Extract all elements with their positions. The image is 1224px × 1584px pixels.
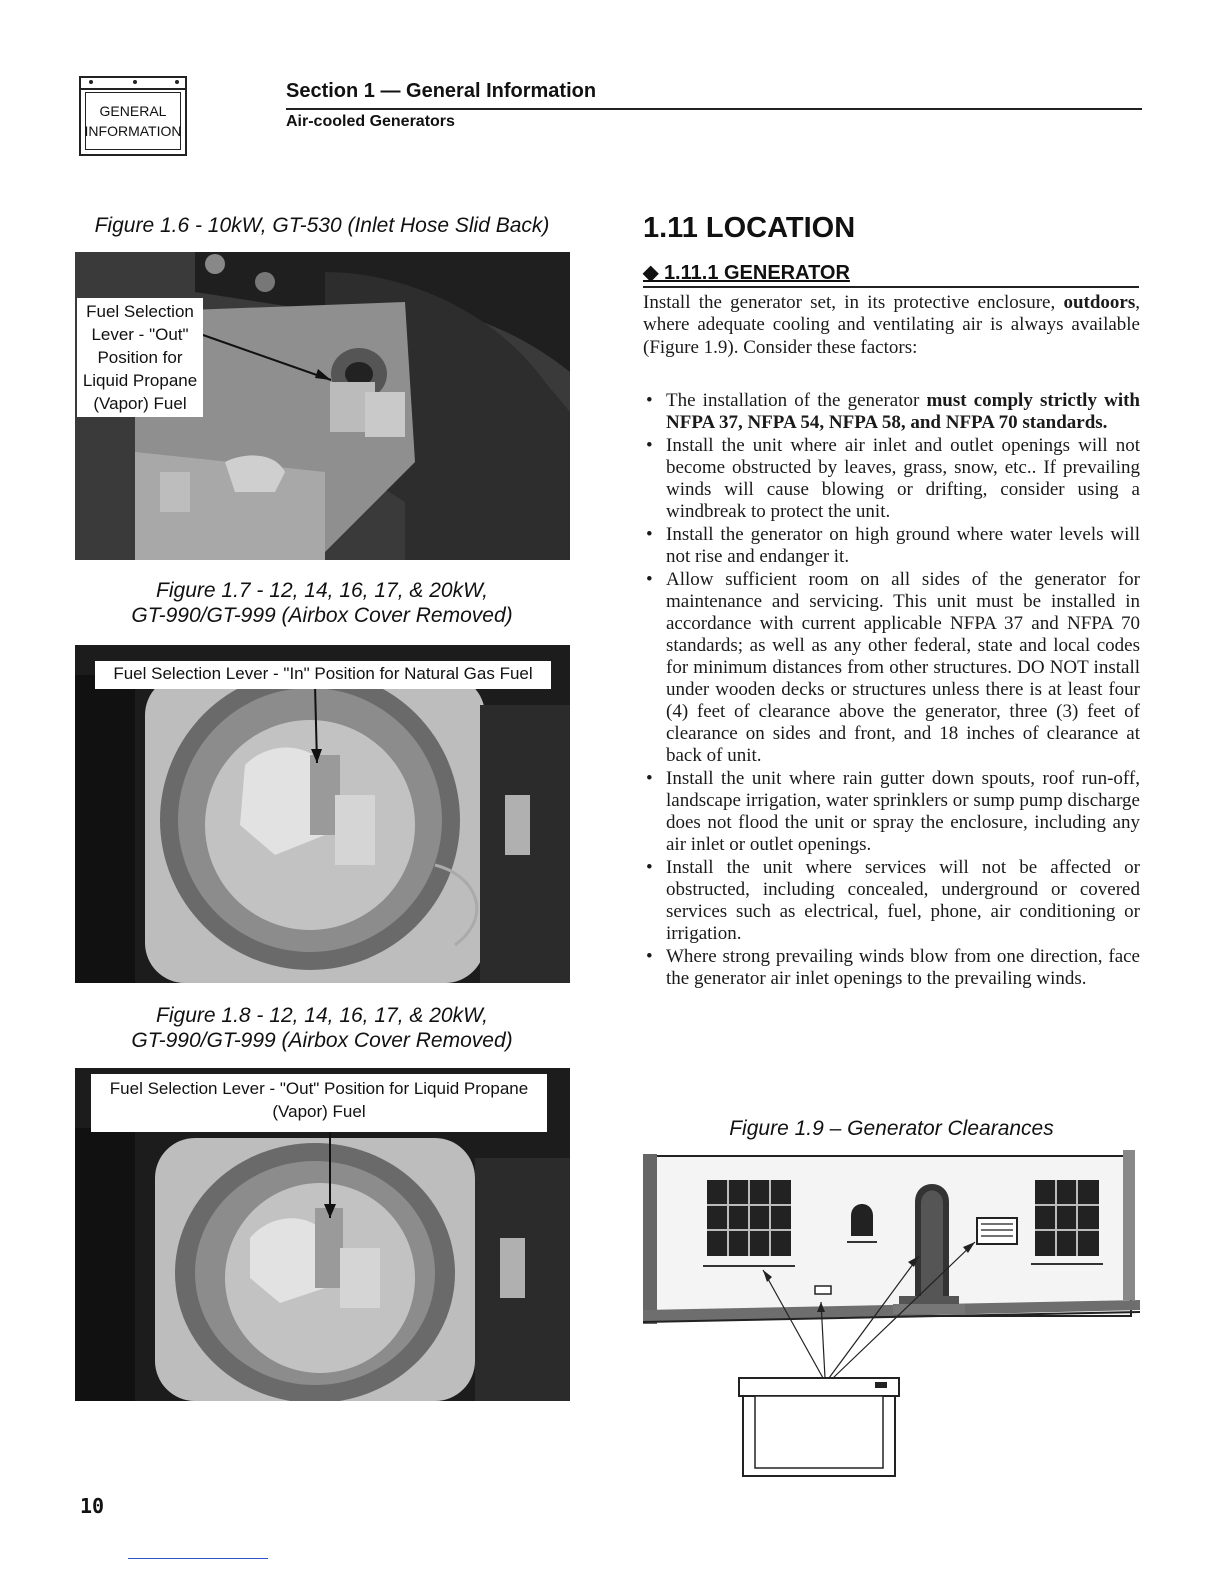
header-rule [286, 108, 1142, 110]
tab-label-line1: GENERAL [99, 103, 167, 119]
figure-1-7-photo [75, 645, 570, 983]
caption-line: GT-990/GT-999 (Airbox Cover Removed) [131, 604, 513, 627]
figure-1-6-callout [77, 298, 203, 417]
callout-line: (Vapor) Fuel [93, 394, 187, 413]
intro-text: , where adequate cooling and ventilating air is always available (Figure 1.9). Consider these factors: [643, 292, 1140, 358]
subsection-heading-generator: ◆ 1.11.1 GENERATOR [643, 262, 850, 284]
figure-1-6-caption: Figure 1.6 - 10kW, GT-530 (Inlet Hose Slid Back) [94, 214, 550, 237]
caption-line: Figure 1.7 - 12, 14, 16, 17, & 20kW, [156, 579, 488, 602]
intro-bold: outdoors [1063, 292, 1136, 313]
intro-text: Install the generator set, in its protective enclosure, [643, 292, 1064, 313]
figure-1-7-callout: Fuel Selection Lever - "In" Position for Natural Gas Fuel [95, 661, 551, 689]
page-number: 10 [80, 1494, 105, 1518]
figure-1-7-caption [74, 578, 570, 628]
callout-line: Position for [97, 348, 183, 367]
airbox-photo-illustration [75, 645, 570, 983]
list-item-text: The installation of the generator [666, 390, 927, 411]
section-subtitle: Air-cooled Generators [286, 113, 455, 130]
list-item: • Install the generator on high ground where water levels will not rise and endanger it. [643, 524, 1140, 568]
tab-label-line2: INFORMATION [84, 123, 182, 139]
list-item: • Install the unit where rain gutter down spouts, roof run-off, landscape irrigation, water sprinklers or sump pump discharge does not flood the unit or spray the enclosure, including any air inlet or outlet openings. [643, 768, 1140, 856]
list-item: • Where strong prevailing winds blow from one direction, face the generator air inlet openings to the prevailing winds. [643, 946, 1140, 990]
figure-1-9-diagram [643, 1150, 1140, 1480]
figure-1-9-caption: Figure 1.9 – Generator Clearances [729, 1117, 1054, 1140]
tab-label [85, 92, 181, 150]
figure-1-8-photo [75, 1068, 570, 1401]
list-item: • Install the unit where services will not be affected or obstructed, including concealed, underground or covered services such as electrical, fuel, phone, air conditioning or irrigation. [643, 857, 1140, 945]
figure-1-8-callout [91, 1074, 547, 1132]
list-item: • Allow sufficient room on all sides of the generator for maintenance and servicing. This unit must be installed in accordance with current applicable NFPA 37 and NFPA 70 standards; as well as any other federal, state and local codes for minimum distances from other structures. DO NOT install under wooden decks or structures unless there is at least four (4) feet of clearance above the generator, three (3) feet of clearance on sides and front, and 18 inches of clearance at back of unit. [643, 569, 1140, 767]
subsection-heading-rule [643, 260, 1139, 288]
section-heading-location: 1.11 LOCATION [643, 212, 856, 244]
location-intro-paragraph [643, 292, 1140, 359]
figure-1-8-caption [74, 1003, 570, 1053]
callout-line: Fuel Selection [86, 302, 194, 321]
callout-line: (Vapor) Fuel [272, 1102, 366, 1121]
list-item: • Install the unit where air inlet and outlet openings will not become obstructed by leaves, grass, snow, etc.. If prevailing winds will cause blowing or drifting, consider using a windbreak to protect the unit. [643, 435, 1140, 523]
list-item [643, 390, 1140, 434]
generator-clearance-illustration [643, 1150, 1140, 1480]
caption-line: GT-990/GT-999 (Airbox Cover Removed) [131, 1029, 513, 1052]
list-item-bold: must comply strictly with NFPA 37, NFPA 54, NFPA 58, and NFPA 70 standards. [666, 390, 1140, 433]
callout-line: Fuel Selection Lever - "Out" Position for Liquid Propane [109, 1079, 529, 1098]
section-tab-box [79, 76, 187, 156]
tab-binder-strip [81, 78, 185, 90]
footer-link-underline [128, 1558, 268, 1559]
section-title: Section 1 — General Information [286, 80, 597, 102]
figure-1-6-photo [75, 252, 570, 560]
callout-line: Lever - "Out" [91, 325, 189, 344]
caption-line: Figure 1.8 - 12, 14, 16, 17, & 20kW, [156, 1004, 488, 1027]
location-factors-list [643, 390, 1140, 991]
callout-line: Liquid Propane [82, 371, 198, 390]
